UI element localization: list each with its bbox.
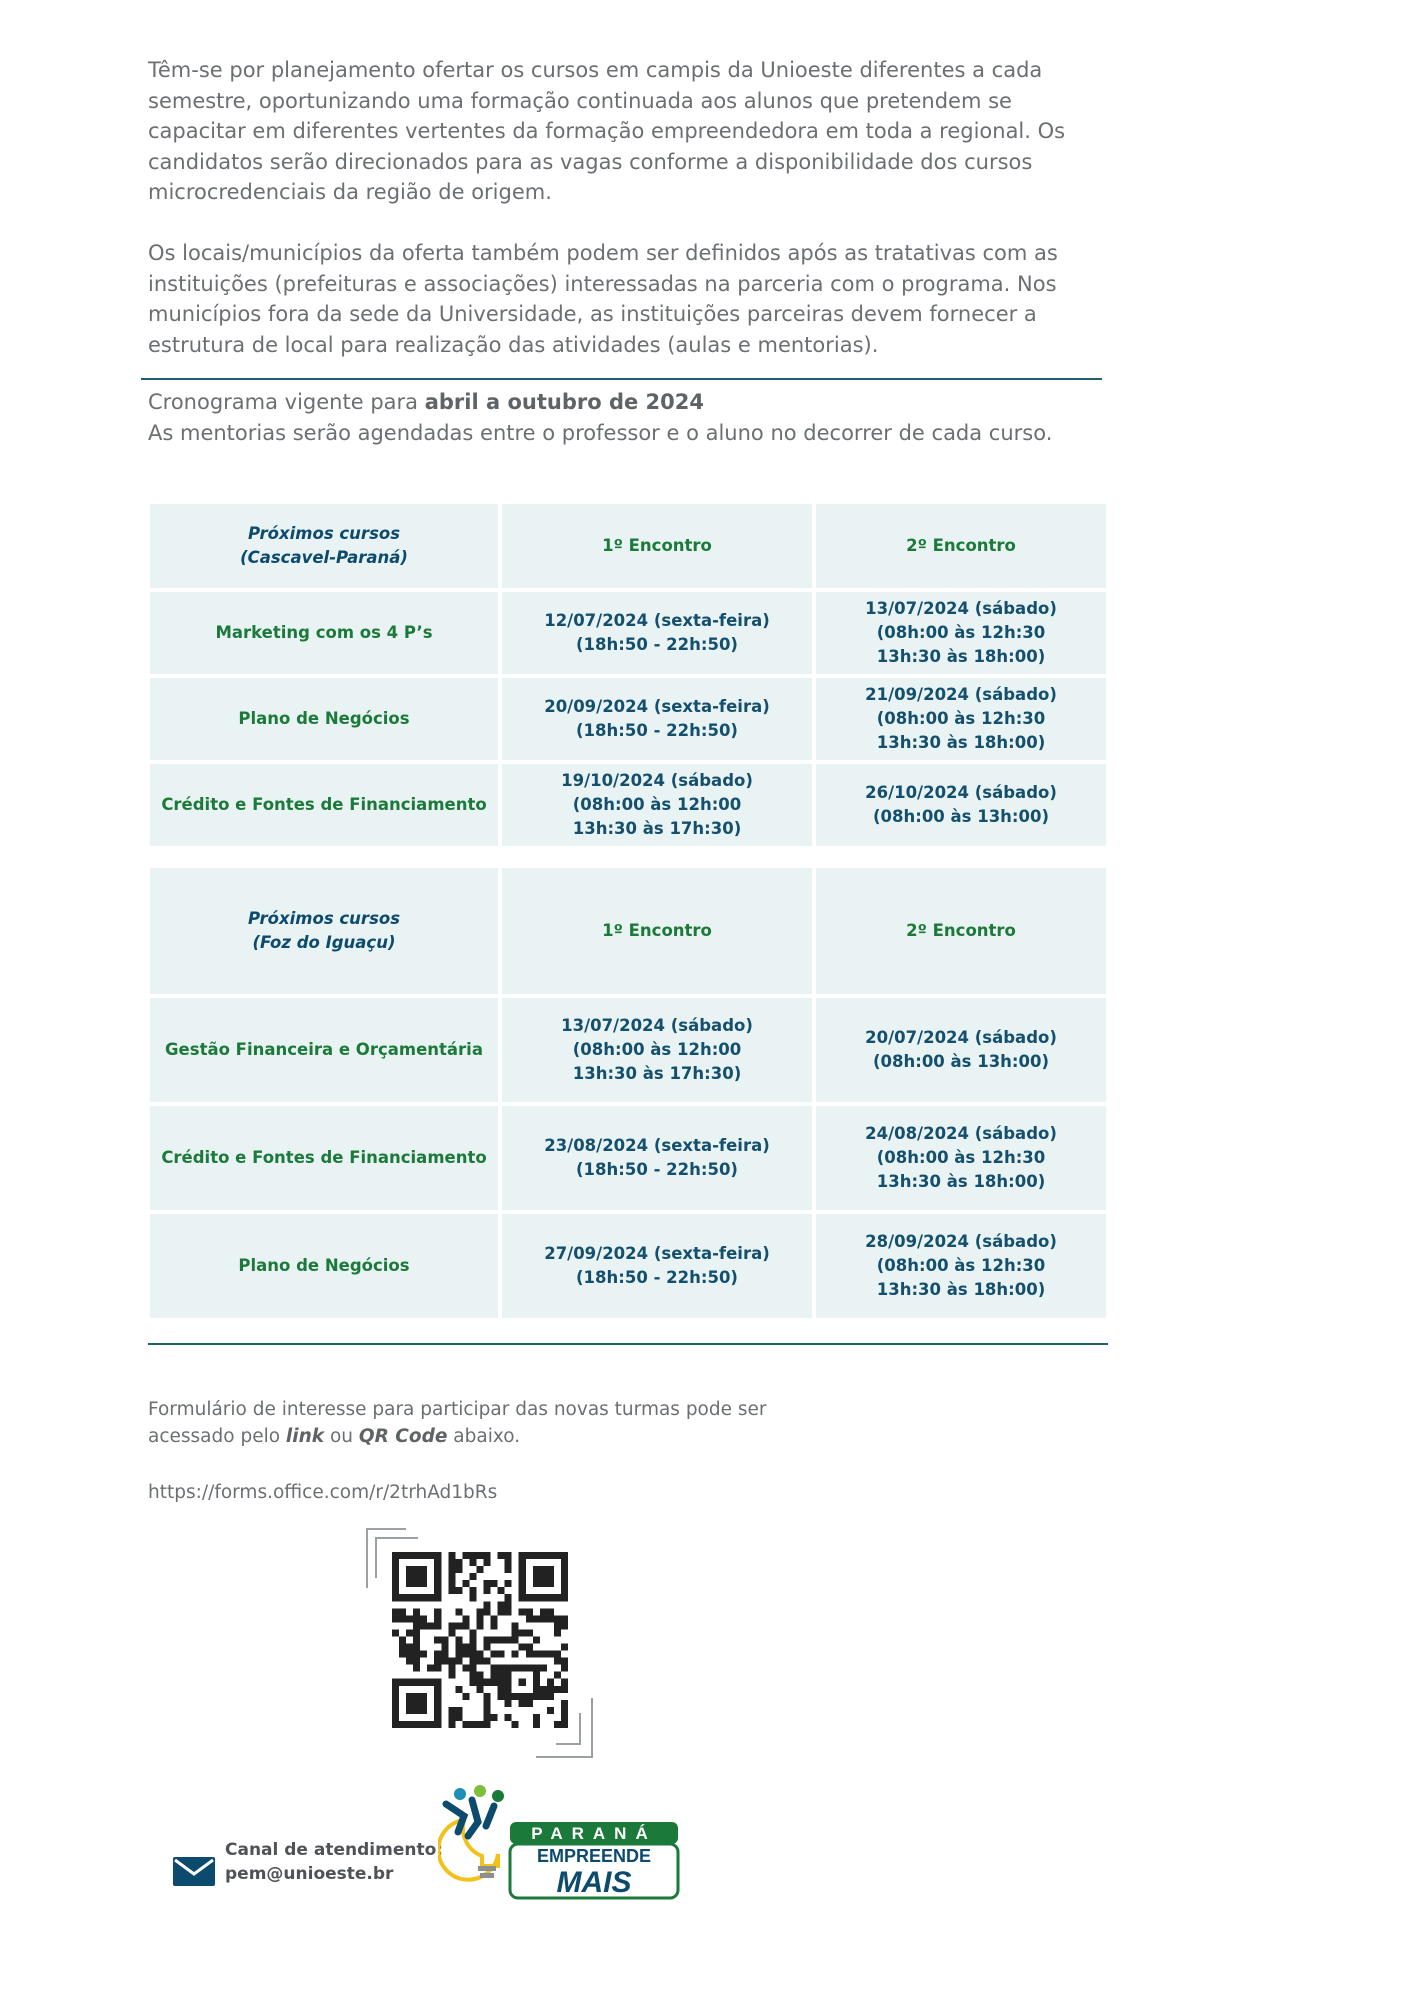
text-line: instituições (prefeituras e associações) interessadas na parceria com o programa. Nos — [148, 271, 1057, 296]
parana-empreende-mais-logo — [438, 1782, 680, 1900]
column-header-second: 2º Encontro — [816, 868, 1106, 994]
text-line: estrutura de local para realização das atividades (aulas e mentorias). — [148, 332, 879, 357]
logo-line-3: MAIS — [556, 1866, 632, 1899]
table-row — [150, 998, 1106, 1102]
course-name: Crédito e Fontes de Financiamento — [150, 1106, 498, 1210]
table-header-row — [150, 868, 1106, 994]
table-row — [150, 1106, 1106, 1210]
mentorias-note: As mentorias serão agendadas entre o professor e o aluno no decorrer de cada curso. — [148, 421, 1053, 445]
contact-email[interactable]: pem@unioeste.br — [225, 1864, 394, 1884]
date-line: 13h:30 às 17h:30) — [572, 1064, 742, 1083]
date-line: 13h:30 às 17h:30) — [572, 819, 742, 838]
table-row — [150, 592, 1106, 674]
text-fragment: ou — [324, 1426, 359, 1447]
qr-code-word: QR Code — [358, 1426, 448, 1447]
first-meeting — [502, 678, 812, 760]
date-line: (08h:00 às 13h:00) — [872, 807, 1050, 826]
column-header-first: 1º Encontro — [502, 868, 812, 994]
date-line: 13h:30 às 18h:00) — [876, 1172, 1046, 1191]
date-line: 27/09/2024 (sexta-feira) — [544, 1244, 770, 1263]
first-meeting — [502, 998, 812, 1102]
date-line: 21/09/2024 (sábado) — [865, 685, 1057, 704]
course-name: Crédito e Fontes de Financiamento — [150, 764, 498, 846]
table-title — [150, 868, 498, 994]
date-line: (08h:00 às 12h:30 — [876, 623, 1046, 642]
text-line: Formulário de interesse para participar das novas turmas pode ser — [148, 1399, 767, 1420]
form-instructions — [148, 1396, 767, 1450]
first-meeting — [502, 1214, 812, 1318]
date-line: 13/07/2024 (sábado) — [561, 1016, 753, 1035]
contact-label: Canal de atendimento: — [225, 1840, 444, 1860]
text-line: microcredenciais da região de origem. — [148, 180, 552, 204]
date-line: (08h:00 às 12h:30 — [876, 1256, 1046, 1275]
date-line: 13h:30 às 18h:00) — [876, 647, 1046, 666]
first-meeting — [502, 592, 812, 674]
title-line: Próximos cursos — [247, 909, 401, 928]
text-line: capacitar em diferentes vertentes da formação empreendedora em toda a regional. Os — [148, 119, 1066, 143]
title-line: (Foz do Iguaçu) — [252, 933, 396, 952]
date-line: (18h:50 - 22h:50) — [576, 721, 738, 740]
second-meeting — [816, 1214, 1106, 1318]
course-name: Plano de Negócios — [150, 1214, 498, 1318]
link-word: link — [285, 1426, 325, 1447]
cronograma-period: abril a outubro de 2024 — [424, 390, 704, 414]
table-header-row — [150, 504, 1106, 588]
schedule-table-foz — [146, 864, 1110, 1322]
second-meeting — [816, 764, 1106, 846]
date-line: (08h:00 às 12h:30 — [876, 1148, 1046, 1167]
qr-code[interactable] — [392, 1552, 568, 1728]
date-line: 23/08/2024 (sexta-feira) — [544, 1136, 770, 1155]
date-line: (18h:50 - 22h:50) — [576, 1160, 738, 1179]
title-line: Próximos cursos — [247, 524, 401, 543]
second-meeting — [816, 998, 1106, 1102]
text-line: Os locais/municípios da oferta também podem ser definidos após as tratativas com as — [148, 241, 1058, 265]
divider — [141, 378, 1102, 380]
intro-paragraph-1 — [148, 55, 1108, 208]
course-name: Gestão Financeira e Orçamentária — [150, 998, 498, 1102]
first-meeting — [502, 764, 812, 846]
qr-code-icon — [392, 1552, 568, 1728]
schedule-table-cascavel — [146, 500, 1110, 850]
text-fragment: acessado pelo — [148, 1426, 286, 1447]
date-line: (18h:50 - 22h:50) — [576, 635, 738, 654]
second-meeting — [816, 1106, 1106, 1210]
date-line: 20/09/2024 (sexta-feira) — [544, 697, 770, 716]
intro-paragraph-2 — [148, 238, 1108, 360]
date-line: (18h:50 - 22h:50) — [576, 1268, 738, 1287]
second-meeting — [816, 678, 1106, 760]
date-line: 24/08/2024 (sábado) — [865, 1124, 1057, 1143]
date-line: (08h:00 às 12h:30 — [876, 709, 1046, 728]
table-row — [150, 1214, 1106, 1318]
table-row — [150, 678, 1106, 760]
date-line: 20/07/2024 (sábado) — [865, 1028, 1057, 1047]
divider — [148, 1343, 1108, 1345]
second-meeting — [816, 592, 1106, 674]
text-line: municípios fora da sede da Universidade, as instituições parceiras devem fornecer a — [148, 302, 1037, 326]
title-line: (Cascavel-Paraná) — [240, 548, 408, 567]
column-header-second: 2º Encontro — [816, 504, 1106, 588]
text-line: Têm-se por planejamento ofertar os cursos em campis da Unioeste diferentes a cada — [148, 58, 1043, 82]
text-fragment: abaixo. — [447, 1426, 521, 1447]
date-line: 13/07/2024 (sábado) — [865, 599, 1057, 618]
date-line: (08h:00 às 12h:00 — [572, 795, 742, 814]
date-line: 26/10/2024 (sábado) — [865, 783, 1057, 802]
first-meeting — [502, 1106, 812, 1210]
logo-line-2: EMPREENDE — [536, 1846, 652, 1866]
date-line: 19/10/2024 (sábado) — [561, 771, 753, 790]
course-name: Plano de Negócios — [150, 678, 498, 760]
text-line: candidatos serão direcionados para as vagas conforme a disponibilidade dos cursos — [148, 149, 1033, 174]
text-line: semestre, oportunizando uma formação continuada aos alunos que pretendem se — [148, 88, 1012, 113]
table-title — [150, 504, 498, 588]
contact-block — [225, 1838, 443, 1886]
form-url-link[interactable]: https://forms.office.com/r/2trhAd1bRs — [148, 1482, 498, 1503]
mail-icon — [172, 1856, 216, 1887]
course-name: Marketing com os 4 P’s — [150, 592, 498, 674]
date-line: (08h:00 às 13h:00) — [872, 1052, 1050, 1071]
date-line: 28/09/2024 (sábado) — [865, 1232, 1057, 1251]
date-line: 13h:30 às 18h:00) — [876, 1280, 1046, 1299]
cronograma-prefix: Cronograma vigente para — [148, 390, 425, 414]
date-line: 12/07/2024 (sexta-feira) — [544, 611, 770, 630]
logo-line-1: PARANÁ — [531, 1824, 657, 1843]
table-row — [150, 764, 1106, 846]
column-header-first: 1º Encontro — [502, 504, 812, 588]
date-line: (08h:00 às 12h:00 — [572, 1040, 742, 1059]
cronograma-text — [148, 387, 1052, 449]
date-line: 13h:30 às 18h:00) — [876, 733, 1046, 752]
